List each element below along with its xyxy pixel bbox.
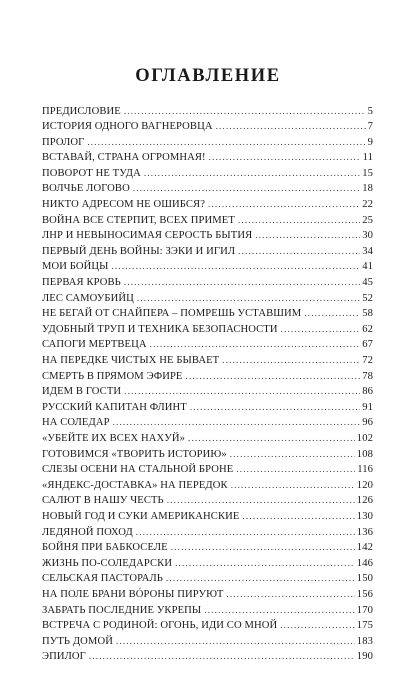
toc-entry-page-number: 11 [362,152,373,164]
toc-entry-page-number: 58 [362,308,373,320]
toc-entry [42,135,373,151]
dot-leader [188,431,355,447]
page-title: ОГЛАВЛЕНИЕ [135,66,281,86]
toc-entry-title: НЕ БЕГАЙ ОТ СНАЙПЕРА – ПОМРЕШЬ УСТАВШИМ [42,308,302,320]
toc-entry-page-number: 18 [362,183,373,195]
toc-entry-page-number: 130 [356,510,373,522]
toc-entry [42,104,373,120]
toc-entry-title: ИСТОРИЯ ОДНОГО ВАГНЕРОВЦА [42,121,213,133]
toc-entry-title: РУССКИЙ КАПИТАН ФЛИНТ [42,401,187,413]
toc-entry-page-number: 22 [362,199,373,211]
toc-entry [42,634,373,650]
toc-entry-page-number: 96 [362,417,373,429]
toc-entry-title: ПРЕДИСЛОВИЕ [42,105,121,117]
dot-leader [171,540,355,556]
dot-leader [280,618,355,634]
toc-entry-page-number: 15 [362,167,373,179]
toc-entry-title: МОИ БОЙЦЫ [42,261,109,273]
dot-leader [137,291,360,307]
toc-entry [42,447,373,463]
dot-leader [124,104,366,120]
toc-entry-title: САПОГИ МЕРТВЕЦА [42,339,147,351]
toc-entry-page-number: 86 [362,386,373,398]
toc-entry-page-number: 41 [362,261,373,273]
toc-entry-title: ИДЕМ В ГОСТИ [42,386,122,398]
toc-entry [42,618,373,634]
toc-entry [42,509,373,525]
toc-entry-page-number: 7 [367,121,373,133]
toc-entry-title: НА СОЛЕДАР [42,417,110,429]
toc-entry-page-number: 72 [362,355,373,366]
toc-entry [42,400,373,416]
toc-entry [42,291,373,307]
toc-entry [42,415,373,431]
toc-entry-title: ЗАБРАТЬ ПОСЛЕДНИЕ УКРЕПЫ [42,604,202,616]
toc-entry-page-number: 146 [356,557,373,569]
toc-entry-page-number: 9 [367,136,373,148]
dot-leader [136,525,355,541]
toc-entry-page-number: 62 [362,323,373,335]
dot-leader [230,447,355,463]
toc-entry-title: ЭПИЛОГ [42,651,86,663]
toc-entry-page-number: 126 [356,495,373,507]
toc-entry-title: СЛЕЗЫ ОСЕНИ НА СТАЛЬНОЙ БРОНЕ [42,464,234,476]
toc-entry-title: ЛЕС САМОУБИЙЦ [42,292,134,304]
toc-entry [42,603,373,619]
dot-leader [116,634,355,650]
toc-entry [42,353,373,369]
dot-leader [236,462,355,478]
toc-entry [42,119,373,135]
dot-leader [209,150,361,166]
toc-entry-page-number: 120 [356,479,373,491]
toc-entry-page-number: 108 [356,448,373,460]
toc-entry-title: БОЙНЯ ПРИ БАБКОСЕЛЕ [42,542,168,554]
dot-leader [89,649,355,665]
dot-leader [150,337,361,353]
toc-entry-page-number: 25 [362,214,373,226]
toc-entry-title: НА ПОЛЕ БРАНИ ВÓРОНЫ ПИРУЮТ [42,588,224,600]
dot-leader [186,369,361,385]
dot-leader [87,135,365,151]
toc-entry-title: ВСТАВАЙ, СТРАНА ОГРОМНАЯ! [42,152,206,164]
table-of-contents [42,104,373,665]
toc-entry [42,462,373,478]
dot-leader [281,322,361,338]
toc-entry [42,306,373,322]
toc-entry-title: ПОВОРОТ НЕ ТУДА [42,167,141,179]
toc-entry-page-number: 190 [356,651,373,663]
toc-entry-title: ПЕРВЫЙ ДЕНЬ ВОЙНЫ: ЗЭКИ И ИГИЛ [42,245,236,257]
dot-leader [216,119,366,135]
toc-entry-title: «УБЕЙТЕ ИХ ВСЕХ НАХУЙ» [42,432,186,444]
toc-entry-page-number: 91 [362,401,373,413]
toc-entry-page-number: 67 [362,339,373,351]
toc-entry [42,540,373,556]
toc-entry [42,213,373,229]
toc-entry-page-number: 78 [362,370,373,382]
toc-entry-page-number: 156 [356,588,373,600]
toc-entry-page-number: 183 [356,635,373,647]
toc-entry-title: ЖИЗНЬ ПО-СОЛЕДАРСКИ [42,557,173,569]
dot-leader [238,213,360,229]
dot-leader [190,400,360,416]
toc-entry-title: ГОТОВИМСЯ «ТВОРИТЬ ИСТОРИЮ» [42,448,227,460]
dot-leader [113,415,361,431]
toc-entry-title: НИКТО АДРЕСОМ НЕ ОШИБСЯ? [42,199,206,211]
toc-entry [42,649,373,665]
toc-entry-page-number: 150 [356,573,373,585]
toc-entry-title: «ЯНДЕКС-ДОСТАВКА» НА ПЕРЕДОК [42,479,228,491]
toc-entry [42,259,373,275]
toc-entry [42,384,373,400]
toc-entry [42,556,373,572]
toc-entry-title: НОВЫЙ ГОД И СУКИ АМЕРИКАНСКИЕ [42,510,240,522]
toc-entry [42,478,373,494]
toc-entry-page-number: 45 [362,277,373,289]
toc-entry-title: СЕЛЬСКАЯ ПАСТОРАЛЬ [42,573,163,585]
toc-entry-page-number: 5 [367,105,373,117]
toc-entry-page-number: 175 [356,620,373,632]
toc-entry [42,369,373,385]
toc-entry-title: ВОЛЧЬЕ ЛОГОВО [42,183,130,195]
toc-entry [42,275,373,291]
toc-entry [42,571,373,587]
dot-leader [231,478,355,494]
toc-entry [42,150,373,166]
toc-entry [42,587,373,603]
toc-entry [42,181,373,197]
dot-leader [242,509,354,525]
toc-entry [42,166,373,182]
dot-leader [144,166,360,182]
toc-entry-title: УДОБНЫЙ ТРУП И ТЕХНИКА БЕЗОПАСНОСТИ [42,323,278,335]
toc-entry-page-number: 170 [356,604,373,616]
toc-entry-title: САЛЮТ В НАШУ ЧЕСТЬ [42,495,164,507]
toc-entry-title: ВСТРЕЧА С РОДИНОЙ: ОГОНЬ, ИДИ СО МНОЙ [42,620,278,632]
toc-entry [42,525,373,541]
toc-entry-title: ВОЙНА ВСЕ СТЕРПИТ, ВСЕХ ПРИМЕТ [42,214,235,226]
toc-entry [42,244,373,260]
toc-entry-title: ЛЕДЯНОЙ ПОХОД [42,526,133,538]
dot-leader [111,259,360,275]
toc-entry-title: НА ПЕРЕДКЕ ЧИСТЫХ НЕ БЫВАЕТ [42,355,220,366]
toc-entry-page-number: 116 [357,464,373,476]
toc-entry [42,197,373,213]
dot-leader [124,384,360,400]
dot-leader [238,244,360,260]
toc-entry [42,228,373,244]
toc-entry-title: ПЕРВАЯ КРОВЬ [42,277,121,289]
toc-entry-title: ПУТЬ ДОМОЙ [42,635,113,647]
toc-entry-page-number: 142 [356,542,373,554]
toc-entry-page-number: 102 [356,432,373,444]
dot-leader [208,197,360,213]
dot-leader [226,587,354,603]
dot-leader [255,228,360,244]
toc-entry-page-number: 52 [362,292,373,304]
toc-entry-title: СМЕРТЬ В ПРЯМОМ ЭФИРЕ [42,370,183,382]
toc-entry-title: ЛНР И НЕВЫНОСИМАЯ СЕРОСТЬ БЫТИЯ [42,230,253,242]
toc-entry-page-number: 30 [362,230,373,242]
dot-leader [166,571,355,587]
dot-leader [222,353,360,369]
dot-leader [175,556,355,572]
toc-entry [42,493,373,509]
toc-entry [42,337,373,353]
toc-entry-page-number: 34 [362,245,373,257]
dot-leader [133,181,360,197]
dot-leader [167,493,355,509]
dot-leader [304,306,360,322]
dot-leader [204,603,355,619]
toc-entry [42,431,373,447]
dot-leader [124,275,360,291]
toc-entry [42,322,373,338]
toc-entry-page-number: 136 [356,526,373,538]
toc-entry-title: ПРОЛОГ [42,136,85,148]
